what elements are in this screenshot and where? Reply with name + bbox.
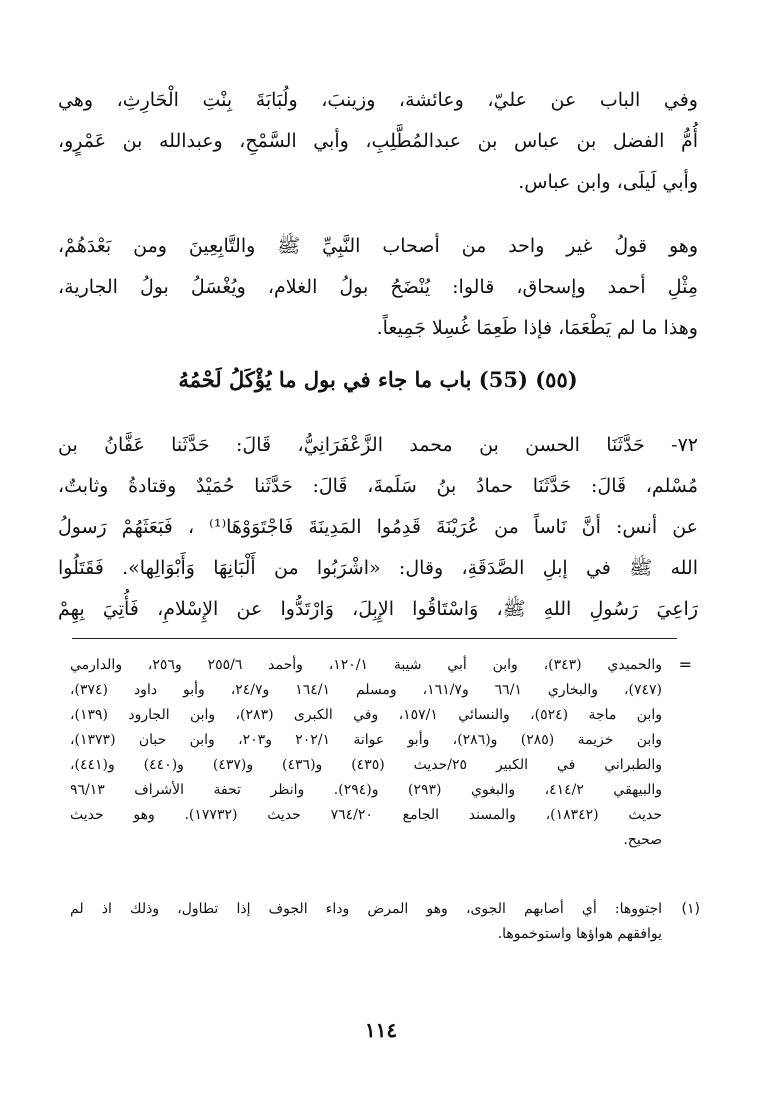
footnote-line: والحميدي (٣٤٣)، وابن أبي شيبة ١٢٠/١، وأحمد ٢٥٥/٦ و٢٥٦، والدارمي <box>70 657 662 673</box>
footnote-1-number: (١) <box>681 901 700 917</box>
text-line: وهو قولُ غير واحد من أصحاب النَّبِيِّ ﷺ والتَّابِعِينَ ومن بَعْدَهُمْ، <box>58 235 698 257</box>
paragraph-hadith-72 <box>58 425 698 630</box>
footnote-line: يوافقهم هواؤها واستوخموها. <box>497 926 662 942</box>
footnote-line: وابن ماجة (٥٢٤)، والنسائي ١٥٧/١، وفي الكبرى (٢٨٣)، وابن الجارود (١٣٩)، <box>70 707 662 723</box>
footnote-1 <box>70 897 662 947</box>
footnote-separator <box>72 638 677 639</box>
text-line: مُسْلم، قَالَ: حَدَّثَنَا حمادُ بنُ سَلَمةَ، قَالَ: حَدَّثَنا حُمَيْدٌ وقتادةُ وثابتٌ، <box>58 475 698 497</box>
text-line: مِثْلِ أحمد وإسحاق، قالوا: يُنْضَحُ بولُ الغلام، ويُغْسَلُ بولُ الجارية، <box>58 276 698 298</box>
text-line: وهذا ما لم يَطْعَمَا، فإذا طَعِمَا غُسِلا جَمِيعاً. <box>376 317 698 339</box>
text-line: أُمُّ الفضل بن عباس بن عبدالمُطَّلِبِ، وأبي السَّمْحِ، وعبدالله بن عَمْرٍو، <box>58 130 698 152</box>
footnote-continuation-marker: = <box>678 655 692 674</box>
footnote-continuation <box>70 653 662 853</box>
footnote-line: اجتووها: أي أصابهم الجوى، وهو المرض وداء الجوف إذا تطاول، وذلك اذ لم <box>70 901 662 917</box>
page-number: ١١٤ <box>364 1018 398 1042</box>
text-line: الله ﷺ في إبلِ الصَّدَقَةِ، وقال: «اشْرَبُوا من أَلْبَانِهَا وَأَبْوَالِها». فَقَتَلُوا <box>58 557 698 579</box>
footnote-line: حديث (١٨٣٤٢)، والمسند الجامع ٧٦٤/٢٠ حديث (١٧٧٣٢). وهو حديث <box>70 807 662 823</box>
footnote-line: وابن خزيمة (٢٨٥) و(٢٨٦)، وأبو عوانة ٢٠٢/١ و٢٠٣، وابن حبان (١٣٧٣)، <box>70 732 662 748</box>
footnote-line: والبيهقي ٤١٤/٢، والبغوي (٢٩٣) و(٢٩٤). وانظر تحفة الأشراف ٩٦/١٣ <box>70 782 662 798</box>
footnote-line: والطبراني في الكبير ٢٥/حديث (٤٣٥) و(٤٣٦) و(٤٣٧) و(٤٤٠) و(٤٤١)، <box>70 757 662 773</box>
footnote-line: (٧٤٧)، والبخاري ٦٦/١ و١٦١/٧، ومسلم ١٦٤/١ و٢٤/٧، وأبو داود (٣٧٤)، <box>70 682 662 698</box>
paragraph-scholars-opinion <box>58 226 698 349</box>
text-line: وفي الباب عن عليّ، وعائشة، وزينبَ، ولُبَابَةَ بِنْتِ الْحَارِثِ، وهي <box>58 89 698 111</box>
footnote-line: صحيح. <box>623 832 662 848</box>
chapter-heading: (٥٥) (55) باب ما جاء في بول ما يُؤْكَلُ لَحْمُهُ <box>178 367 578 392</box>
paragraph-chapter-intro <box>58 80 698 203</box>
text-line: وأبي لَيلَى، وابن عباس. <box>518 171 698 193</box>
text-line: ٧٢- حَدَّثَنَا الحسن بن محمد الزَّعْفَرَانِيُّ، قَالَ: حَدَّثَنا عَفَّانُ بن <box>58 434 698 456</box>
text-line: رَاعِيَ رَسُولِ اللهِ ﷺ، وَاسْتَاقُوا الإِبِلَ، وَارْتَدُّوا عن الإِسْلامِ، فَأُتِيَ بِهِمْ <box>58 598 698 620</box>
text-line: عن أنس: أنَّ نَاساً من عُرَيْنَةَ قَدِمُوا المَدِينَةَ فَاجْتَوَوْهَا⁽¹⁾ ، فَبَعَثَهُمْ رَسولُ <box>58 516 698 538</box>
